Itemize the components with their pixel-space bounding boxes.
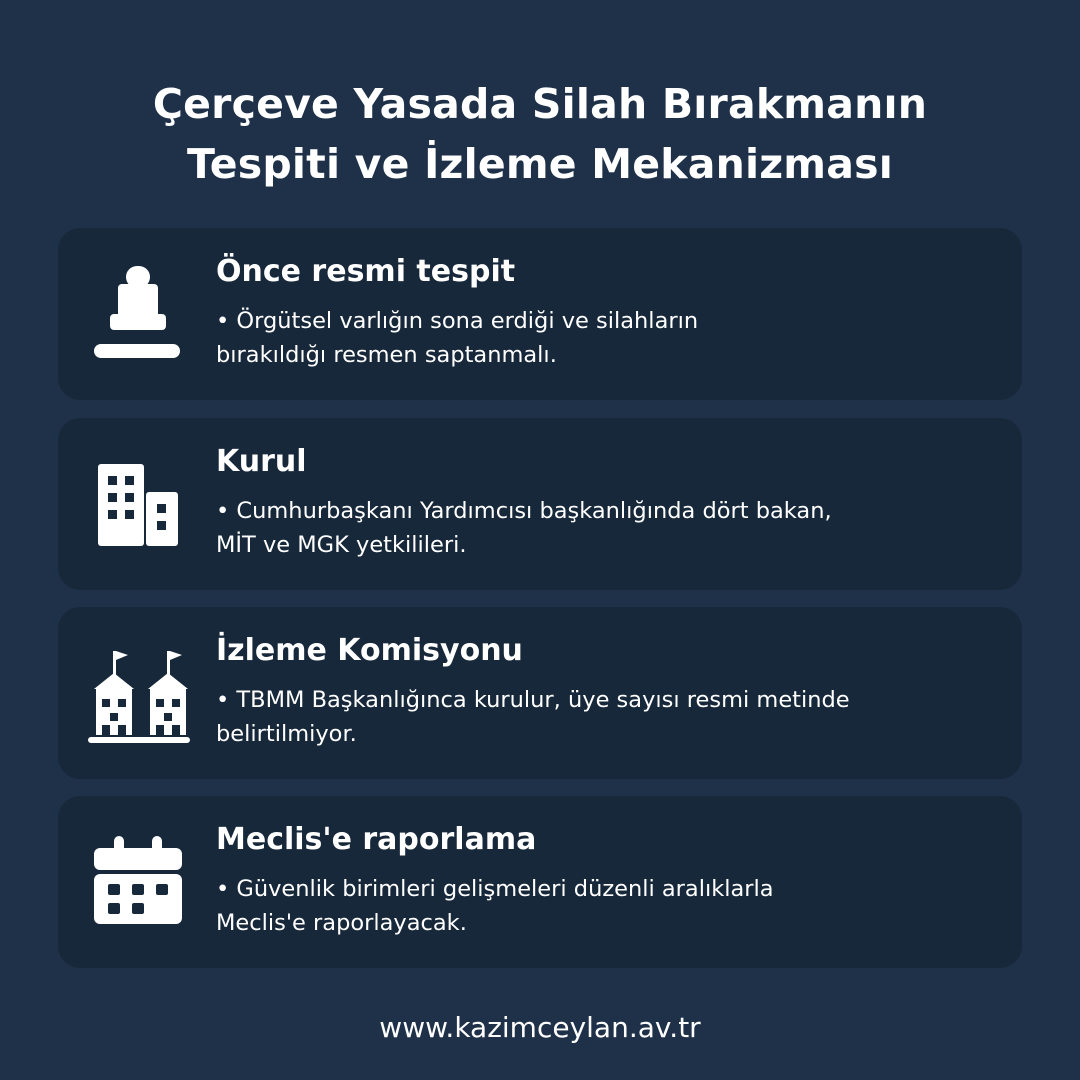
footer-url: www.kazimceylan.av.tr xyxy=(379,1011,701,1044)
card-monitoring-commission xyxy=(58,607,1022,779)
card-board xyxy=(58,418,1022,590)
card-heading: Meclis'e raporlama xyxy=(216,822,537,857)
card-official-determination xyxy=(58,228,1022,400)
card-description: • TBMM Başkanlığınca kurulur, üye sayısı resmi metinde belirtilmiyor. xyxy=(216,687,850,747)
institution-flags-icon xyxy=(86,637,190,747)
page-title xyxy=(40,74,1040,194)
card-description: • Örgütsel varlığın sona erdiği ve silahların bırakıldığı resmen saptanmalı. xyxy=(216,308,699,368)
podium-icon xyxy=(86,258,190,368)
card-heading: Kurul xyxy=(216,444,307,479)
card-description: • Güvenlik birimleri gelişmeleri düzenli aralıklarla Meclis'e raporlayacak. xyxy=(216,876,774,936)
card-heading: İzleme Komisyonu xyxy=(216,633,523,668)
title-line-1: Çerçeve Yasada Silah Bırakmanın xyxy=(152,80,928,128)
building-icon xyxy=(86,448,190,558)
card-parliament-reporting xyxy=(58,796,1022,968)
title-line-2: Tespiti ve İzleme Mekanizması xyxy=(187,140,893,188)
card-description: • Cumhurbaşkanı Yardımcısı başkanlığında dört bakan, MİT ve MGK yetkilileri. xyxy=(216,498,832,558)
card-heading: Önce resmi tespit xyxy=(216,254,516,289)
calendar-icon xyxy=(86,826,190,936)
